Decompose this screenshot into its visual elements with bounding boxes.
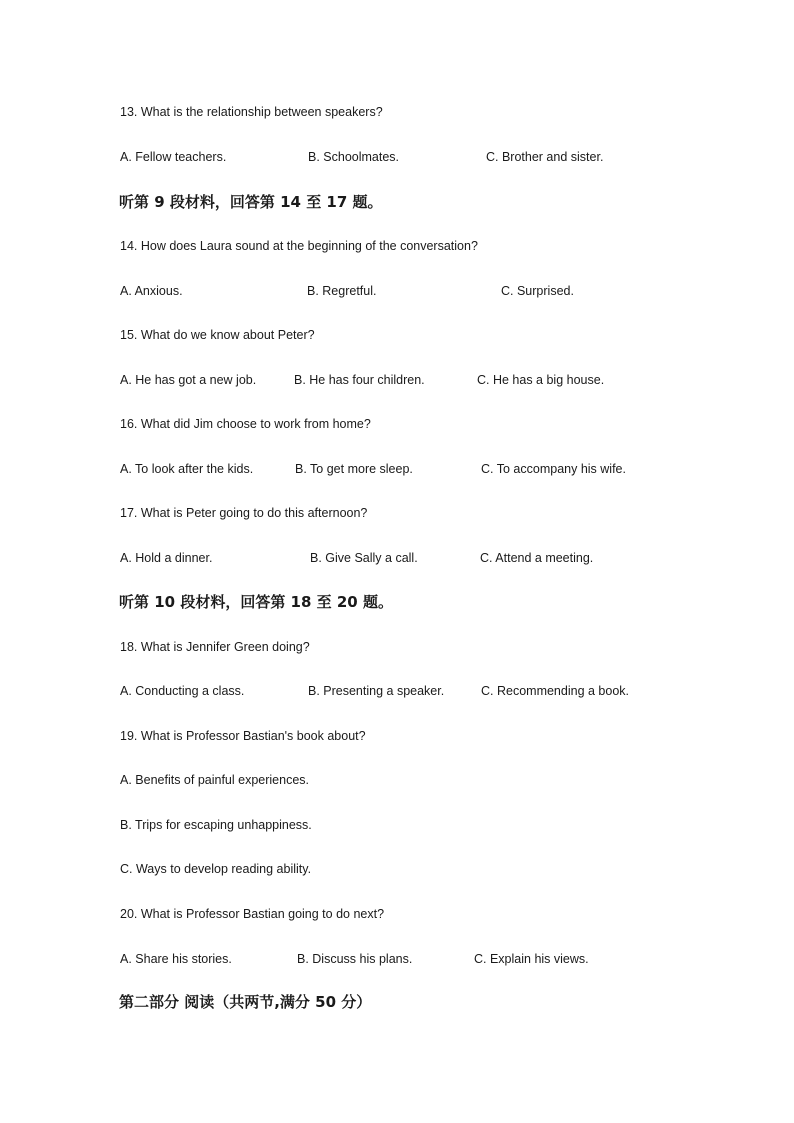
q15-option-b: B. He has four children.: [294, 373, 425, 387]
q13-option-a: A. Fellow teachers.: [120, 150, 227, 164]
q20-option-c: C. Explain his views.: [474, 952, 589, 966]
q16-option-c: C. To accompany his wife.: [481, 462, 626, 476]
q14-option-c: C. Surprised.: [501, 284, 574, 298]
q13-option-c: C. Brother and sister.: [486, 150, 604, 164]
question-17: 17. What is Peter going to do this afternoon?: [120, 506, 368, 520]
question-13: 13. What is the relationship between speakers?: [120, 105, 383, 119]
q18-option-c: C. Recommending a book.: [481, 684, 629, 698]
q19-option-a: A. Benefits of painful experiences.: [120, 773, 310, 787]
q17-option-b: B. Give Sally a call.: [310, 551, 418, 565]
q20-option-b: B. Discuss his plans.: [297, 952, 413, 966]
section-9-heading: 听第 9 段材料，回答第 14 至 17 题。: [119, 193, 383, 211]
q16-option-a: A. To look after the kids.: [120, 462, 254, 476]
q19-option-b: B. Trips for escaping unhappiness.: [120, 818, 312, 832]
q15-option-a: A. He has got a new job.: [120, 373, 257, 387]
q14-option-b: B. Regretful.: [307, 284, 377, 298]
q15-option-c: C. He has a big house.: [477, 373, 605, 387]
question-15: 15. What do we know about Peter?: [120, 328, 315, 342]
section-10-heading: 听第 10 段材料，回答第 18 至 20 题。: [119, 593, 393, 611]
question-16: 16. What did Jim choose to work from home?: [120, 417, 371, 431]
q18-option-b: B. Presenting a speaker.: [308, 684, 445, 698]
question-20: 20. What is Professor Bastian going to do next?: [120, 907, 385, 921]
q17-option-a: A. Hold a dinner.: [120, 551, 213, 565]
question-14: 14. How does Laura sound at the beginning of the conversation?: [120, 239, 478, 253]
part-2-heading: 第二部分 阅读（共两节,满分 50 分）: [119, 993, 372, 1011]
q14-option-a: A. Anxious.: [120, 284, 183, 298]
q13-option-b: B. Schoolmates.: [308, 150, 400, 164]
question-19: 19. What is Professor Bastian's book about?: [120, 729, 366, 743]
q19-option-c: C. Ways to develop reading ability.: [120, 862, 312, 876]
q18-option-a: A. Conducting a class.: [120, 684, 245, 698]
q16-option-b: B. To get more sleep.: [295, 462, 413, 476]
question-18: 18. What is Jennifer Green doing?: [120, 640, 310, 654]
q17-option-c: C. Attend a meeting.: [480, 551, 594, 565]
q20-option-a: A. Share his stories.: [120, 952, 232, 966]
